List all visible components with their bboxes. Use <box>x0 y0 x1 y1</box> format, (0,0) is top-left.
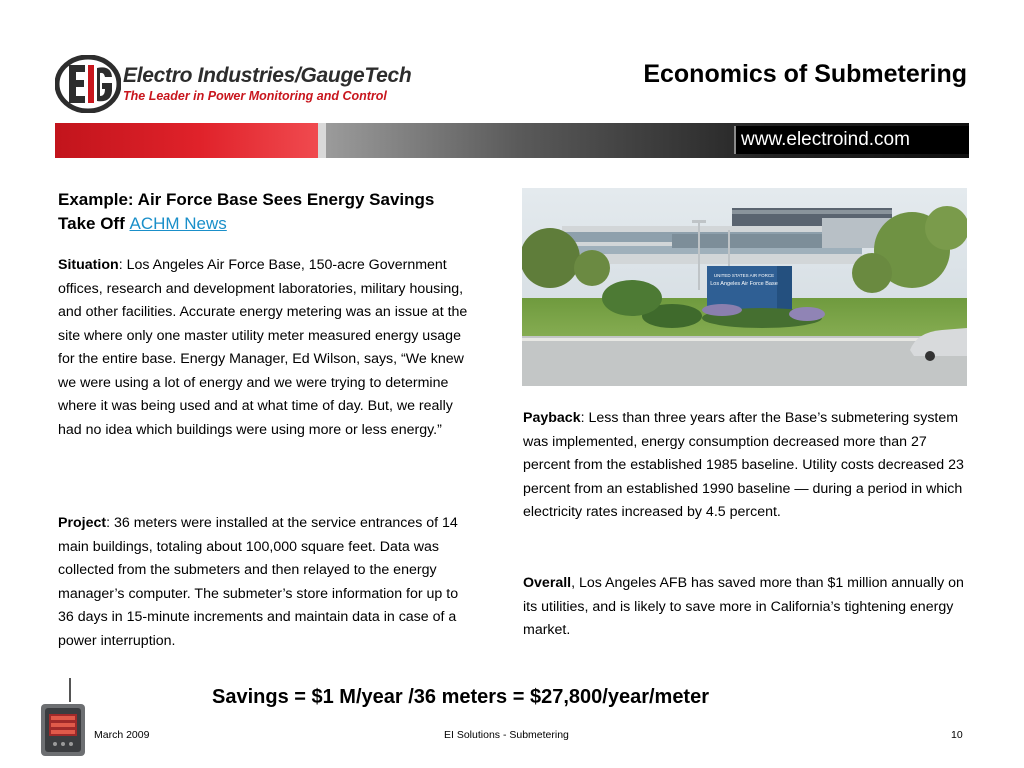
website-link[interactable]: www.electroind.com <box>734 126 969 154</box>
situation-label: Situation <box>58 257 119 273</box>
footer-date: March 2009 <box>94 729 150 741</box>
footer-title: EI Solutions - Submetering <box>444 729 569 741</box>
overall-text: , Los Angeles AFB has saved more than $1 million annually on its utilities, and is likely to save more in California’s tightening energy market. <box>523 575 964 638</box>
payback-paragraph <box>523 407 973 525</box>
situation-text: : Los Angeles Air Force Base, 150-acre Government offices, research and development laboratories, military housing, and other facilities. Accurate energy metering was an issue at the site where only one master utility meter measured energy usage for the entire base. Energy Manager, Ed Wilson, says, “We knew we were using a lot of energy and we were trying to determine where it was being used and at what time of day. But, we really had no idea which buildings were using more or less energy.” <box>58 257 468 438</box>
project-paragraph <box>58 512 473 653</box>
eig-logo-icon <box>55 55 121 113</box>
base-photo-image <box>522 188 967 386</box>
company-name: Electro Industries/GaugeTech <box>123 64 412 87</box>
company-logo <box>55 55 455 115</box>
air-force-base-photo <box>522 188 967 386</box>
payback-text: : Less than three years after the Base’s submetering system was implemented, energy consumption decreased more than 27 percent from the established 1985 baseline. Utility costs decreased 23 percent from an established 1990 baseline — during a period in which electricity rates increased by 4.5 percent. <box>523 410 964 520</box>
project-text: : 36 meters were installed at the service entrances of 14 main buildings, totaling about 100,000 square feet. Data was collected from the submeters and then relayed to the energy manager’s computer. The submeter’s store information for up to 36 days in 15-minute increments and maintain data in case of a power interruption. <box>58 515 459 649</box>
power-meter-icon <box>38 678 88 758</box>
banner-red-block <box>55 123 318 158</box>
banner-divider <box>318 123 326 158</box>
payback-label: Payback <box>523 410 581 426</box>
overall-paragraph <box>523 572 973 643</box>
overall-label: Overall <box>523 575 572 591</box>
header-banner <box>55 123 969 158</box>
sign-line1: UNITED STATES AIR FORCE <box>713 273 775 278</box>
slide-title: Economics of Submetering <box>643 60 967 88</box>
company-tagline: The Leader in Power Monitoring and Control <box>123 89 387 103</box>
source-link[interactable]: ACHM News <box>129 214 227 233</box>
situation-paragraph <box>58 254 473 442</box>
example-heading-text: Example: Air Force Base Sees Energy Savings Take Off <box>58 190 435 233</box>
page-number: 10 <box>951 729 963 741</box>
savings-summary: Savings = $1 M/year /36 meters = $27,800/year/meter <box>212 686 710 708</box>
example-heading <box>58 188 458 236</box>
sign-line2: Los Angeles Air Force Base <box>710 281 778 287</box>
project-label: Project <box>58 515 107 531</box>
